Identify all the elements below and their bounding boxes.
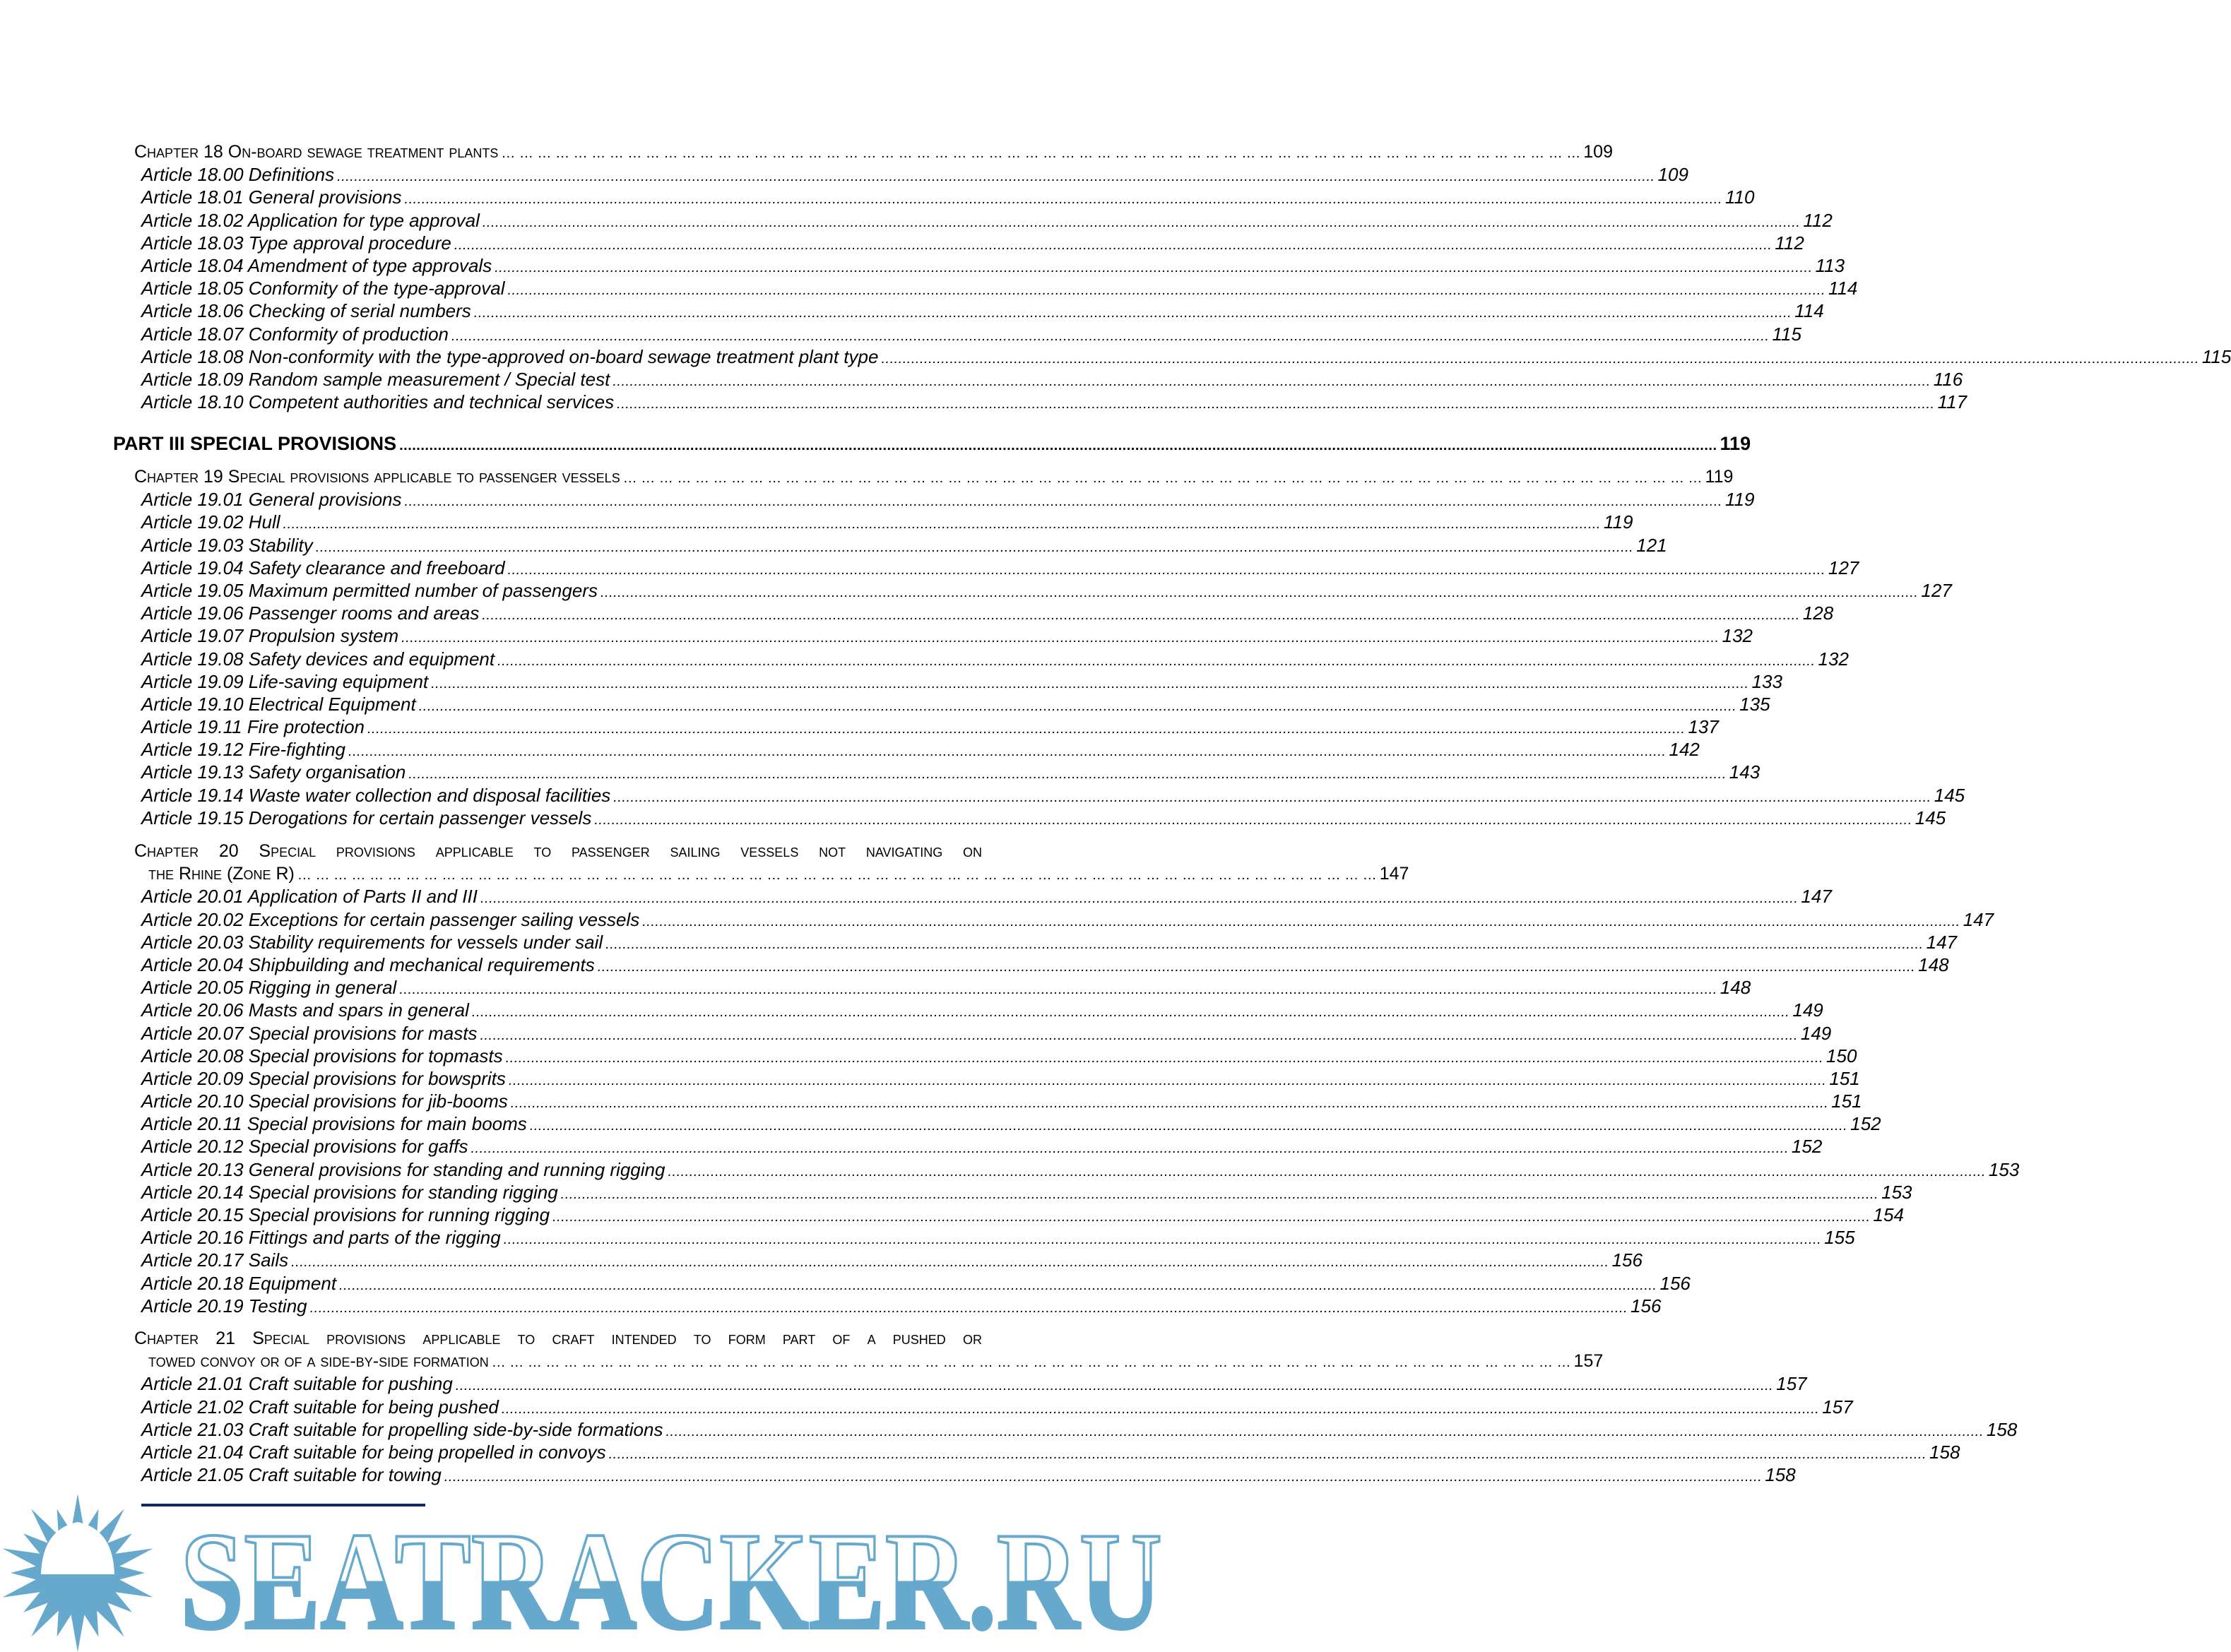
page-number: 132 — [1722, 625, 1753, 647]
page-number: 115 — [2201, 345, 2231, 367]
article-title: Article 18.08 Non-conformity with the type-approved on-board sewage treatment plant type — [141, 345, 879, 367]
page-number: 114 — [1828, 278, 1858, 299]
article-title: Article 19.09 Life-saving equipment — [141, 670, 429, 692]
article-title: Article 19.11 Fire protection — [141, 716, 365, 738]
chapter-title-line1[interactable]: Chapter 20 Special provisions applicable to passenger sailing vessels not navigating on — [134, 841, 982, 861]
page-number: 127 — [1921, 579, 1952, 601]
page-number: 132 — [1818, 648, 1849, 670]
toc-article[interactable] — [134, 1112, 1881, 1135]
dot-leader — [881, 345, 2199, 370]
dot-leader — [552, 1204, 1870, 1228]
page-number: 156 — [1659, 1272, 1691, 1294]
article-title: Article 20.08 Special provisions for topmasts — [141, 1045, 503, 1066]
toc-article[interactable] — [134, 1135, 1823, 1158]
dot-leader — [617, 391, 1934, 415]
article-title: Article 20.15 Special provisions for running rigging — [141, 1204, 550, 1225]
dot-leader — [337, 163, 1655, 188]
toc-article[interactable] — [134, 488, 1755, 511]
dot-leader — [598, 953, 1915, 978]
toc-article[interactable] — [134, 209, 1833, 232]
chapter-20-section — [134, 840, 2020, 1317]
toc-article[interactable] — [134, 670, 1782, 693]
toc-part-3[interactable] — [113, 432, 1751, 455]
page-number: 114 — [1794, 300, 1824, 322]
dot-leader — [497, 648, 1815, 672]
dot-leader — [451, 323, 1769, 347]
page-number: 151 — [1831, 1091, 1862, 1112]
dot-leader — [482, 602, 1799, 626]
page-number: 152 — [1791, 1136, 1823, 1158]
chapter-21-section — [134, 1327, 2018, 1486]
page-number: 157 — [1573, 1351, 1604, 1372]
toc-article[interactable] — [134, 1022, 1832, 1045]
dot-leader — [508, 557, 1825, 581]
toc-article[interactable] — [134, 1396, 1853, 1418]
article-title: Article 19.14 Waste water collection and disposal facilities — [141, 784, 611, 806]
toc-article[interactable] — [134, 999, 1823, 1021]
toc-article[interactable] — [134, 953, 1949, 976]
page-number: 137 — [1688, 716, 1719, 738]
article-title: Article 20.16 Fittings and parts of the rigging — [141, 1227, 501, 1249]
article-title: Article 20.13 General provisions for standing and running rigging — [141, 1158, 665, 1180]
dot-leader — [506, 1045, 1823, 1069]
page-number: 109 — [1657, 164, 1688, 186]
toc-article[interactable] — [134, 1067, 1860, 1090]
article-title: Article 18.00 Definitions — [141, 164, 335, 186]
toc-article[interactable] — [134, 511, 1633, 533]
toc-article[interactable] — [134, 1418, 2018, 1441]
chapter-title: Chapter 18 On-board sewage treatment plants — [134, 142, 499, 162]
dot-leader — [600, 579, 1918, 604]
toc-article[interactable] — [134, 807, 1946, 829]
dot-leader — [495, 254, 1812, 279]
page-number: 151 — [1829, 1067, 1860, 1089]
chapter-title-line2: towed convoy or of a side-by-side formation — [148, 1351, 489, 1372]
article-title: Article 18.01 General provisions — [141, 186, 402, 208]
article-title: Article 21.02 Craft suitable for being pushed — [141, 1396, 499, 1418]
toc-article[interactable] — [134, 534, 1667, 557]
dot-leader — [399, 976, 1717, 1001]
page-number: 156 — [1611, 1249, 1643, 1271]
toc-article[interactable] — [134, 368, 1963, 391]
dot-leader — [405, 488, 1722, 513]
dot-leader — [297, 862, 1377, 886]
article-title: Article 19.01 General provisions — [141, 489, 402, 511]
article-title: Article 18.07 Conformity of production — [141, 323, 449, 345]
page-number: 119 — [1604, 511, 1633, 533]
toc-article[interactable] — [134, 784, 1965, 807]
page-number: 157 — [1776, 1373, 1807, 1395]
toc-article[interactable] — [134, 1463, 1796, 1486]
page-number: 149 — [1792, 999, 1823, 1021]
page-number: 121 — [1636, 534, 1667, 556]
dot-leader — [502, 1396, 1819, 1420]
page-number: 147 — [1926, 931, 1958, 953]
part-3-section — [113, 432, 1751, 455]
part-title: PART III SPECIAL PROVISIONS — [113, 433, 397, 454]
toc-article[interactable] — [134, 323, 1801, 345]
toc-article[interactable] — [134, 557, 1859, 579]
dot-leader — [492, 1350, 1571, 1374]
dot-leader — [405, 186, 1722, 210]
dot-leader — [668, 1158, 1985, 1183]
page-number: 145 — [1934, 784, 1965, 806]
chapter-19-articles — [134, 488, 1965, 829]
toc-article[interactable] — [134, 648, 1849, 670]
dot-leader — [310, 1295, 1628, 1319]
article-title: Article 18.05 Conformity of the type-approval — [141, 278, 505, 299]
page-number: 154 — [1873, 1204, 1904, 1225]
page-number: 119 — [1724, 489, 1755, 511]
page-number: 142 — [1669, 739, 1700, 761]
article-title: Article 19.07 Propulsion system — [141, 625, 399, 647]
toc-article[interactable] — [134, 761, 1760, 783]
chapter-title-line1[interactable]: Chapter 21 Special provisions applicable to craft intended to form part of a pushed or — [134, 1329, 982, 1348]
article-title: Article 20.10 Special provisions for jib-booms — [141, 1091, 508, 1112]
toc-article[interactable] — [134, 1295, 1662, 1317]
toc-article[interactable] — [134, 738, 1700, 761]
dot-leader — [283, 511, 1601, 535]
dot-leader — [605, 931, 1923, 956]
toc-article[interactable] — [134, 1272, 1691, 1295]
article-title: Article 19.15 Derogations for certain passenger vessels — [141, 807, 592, 828]
dot-leader — [623, 465, 1703, 489]
article-title: Article 20.12 Special provisions for gaffs — [141, 1136, 468, 1158]
toc-article[interactable] — [134, 931, 1958, 953]
article-title: Article 20.06 Masts and spars in general — [141, 999, 469, 1021]
dot-leader — [401, 624, 1719, 649]
toc-article[interactable] — [134, 976, 1751, 999]
dot-leader — [561, 1181, 1878, 1206]
toc-article[interactable] — [134, 908, 1994, 931]
page-number: 115 — [1772, 323, 1801, 345]
page-number: 117 — [1937, 391, 1967, 413]
dot-leader — [474, 299, 1792, 324]
page-number: 149 — [1800, 1022, 1832, 1044]
chapter-title: Chapter 19 Special provisions applicable to passenger vessels — [134, 467, 620, 487]
toc-article[interactable] — [134, 1204, 1904, 1226]
article-title: Article 21.03 Craft suitable for propelling side-by-side formations — [141, 1418, 663, 1440]
dot-leader — [472, 999, 1789, 1023]
dot-leader — [408, 761, 1726, 785]
dot-leader — [419, 693, 1736, 718]
page-number: 119 — [1720, 433, 1751, 454]
dot-leader — [348, 738, 1666, 763]
page-number: 158 — [1929, 1441, 1960, 1463]
toc-article[interactable] — [134, 1372, 1807, 1395]
dot-leader — [507, 277, 1825, 302]
page-number: 148 — [1720, 977, 1751, 999]
page-number: 109 — [1583, 142, 1613, 162]
toc-article[interactable] — [134, 624, 1753, 647]
dot-leader — [511, 1090, 1828, 1115]
page-number: 119 — [1705, 467, 1734, 487]
chapter-21-articles — [134, 1372, 2018, 1486]
article-title: Article 19.08 Safety devices and equipment — [141, 648, 495, 670]
toc-article[interactable] — [134, 1181, 1912, 1204]
page-number: 152 — [1850, 1113, 1881, 1135]
toc-article[interactable] — [134, 299, 1824, 322]
article-title: Article 20.05 Rigging in general — [141, 977, 397, 999]
dot-leader — [399, 432, 1717, 457]
article-title: Article 19.12 Fire-fighting — [141, 739, 346, 761]
article-title: Article 20.19 Testing — [141, 1295, 307, 1317]
article-title: Article 18.09 Random sample measurement / Special test — [141, 368, 610, 390]
toc-article[interactable] — [134, 885, 1832, 908]
chapter-title-line2: the Rhine (Zone R) — [148, 864, 295, 884]
page-number: 116 — [1933, 368, 1963, 390]
article-title: Article 18.03 Type approval procedure — [141, 232, 451, 254]
dot-leader — [504, 1226, 1821, 1251]
toc-chapter-20[interactable] — [134, 862, 1409, 885]
dot-leader — [291, 1249, 1609, 1273]
dot-leader — [642, 908, 1960, 933]
dot-leader — [509, 1067, 1826, 1092]
article-title: Article 19.03 Stability — [141, 534, 313, 556]
dot-leader — [594, 807, 1912, 831]
page-number: 135 — [1739, 693, 1770, 715]
chapter-19-section — [134, 465, 1965, 829]
toc-article[interactable] — [134, 1045, 1857, 1067]
article-title: Article 18.10 Competent authorities and technical services — [141, 391, 615, 413]
page-number: 113 — [1815, 254, 1845, 276]
page-number: 147 — [1963, 908, 1994, 930]
article-title: Article 20.02 Exceptions for certain passenger sailing vessels — [141, 908, 640, 930]
dot-leader — [367, 715, 1685, 740]
dot-leader — [444, 1463, 1762, 1488]
page-number: 156 — [1631, 1295, 1662, 1317]
article-title: Article 20.11 Special provisions for main booms — [141, 1113, 527, 1135]
page-number: 128 — [1802, 602, 1834, 624]
chapter-18-section — [134, 141, 2231, 413]
dot-leader — [665, 1418, 1983, 1443]
article-title: Article 19.05 Maximum permitted number of passengers — [141, 579, 598, 601]
toc-article[interactable] — [134, 186, 1755, 208]
page-number: 147 — [1801, 886, 1832, 908]
page-number: 145 — [1915, 807, 1946, 828]
article-title: Article 20.14 Special provisions for standing rigging — [141, 1181, 558, 1203]
page-number: 112 — [1775, 232, 1804, 254]
page-number: 158 — [1986, 1418, 2018, 1440]
watermark-text: SEATRACKER.RU — [180, 1504, 1162, 1652]
toc-article[interactable] — [134, 1249, 1643, 1271]
toc-article[interactable] — [134, 254, 1845, 277]
article-title: Article 21.01 Craft suitable for pushing — [141, 1373, 453, 1395]
seatracker-watermark-logo — [0, 1487, 1168, 1652]
toc-chapter-19[interactable] — [134, 465, 1734, 488]
dot-leader — [316, 534, 1633, 559]
toc-chapter-18[interactable] — [134, 141, 1613, 163]
page-number: 127 — [1828, 557, 1859, 578]
toc-article[interactable] — [134, 602, 1834, 624]
article-title: Article 19.06 Passenger rooms and areas — [141, 602, 480, 624]
toc-article[interactable] — [134, 1158, 2020, 1181]
toc-article[interactable] — [134, 715, 1719, 738]
toc-article[interactable] — [134, 1090, 1862, 1112]
page-number: 153 — [1881, 1181, 1912, 1203]
page-number: 150 — [1826, 1045, 1857, 1066]
dot-leader — [613, 368, 1930, 393]
toc-article[interactable] — [134, 163, 1688, 186]
sun-icon — [3, 1494, 153, 1652]
article-title: Article 21.04 Craft suitable for being propelled in convoys — [141, 1441, 606, 1463]
article-title: Article 18.06 Checking of serial numbers — [141, 300, 471, 322]
page-number: 148 — [1918, 953, 1949, 975]
article-title: Article 19.02 Hull — [141, 511, 280, 533]
page-number: 143 — [1729, 761, 1760, 783]
page-number: 155 — [1824, 1227, 1855, 1249]
dot-leader — [483, 209, 1800, 234]
dot-leader — [339, 1272, 1657, 1297]
article-title: Article 20.07 Special provisions for masts — [141, 1022, 478, 1044]
toc-article[interactable] — [134, 277, 1858, 299]
page-number: 157 — [1822, 1396, 1853, 1418]
article-title: Article 20.09 Special provisions for bowsprits — [141, 1067, 506, 1089]
dot-leader — [431, 670, 1748, 695]
article-title: Article 20.18 Equipment — [141, 1272, 337, 1294]
dot-leader — [609, 1441, 1927, 1466]
dot-leader — [480, 1022, 1797, 1047]
toc-article[interactable] — [134, 345, 2231, 368]
article-title: Article 20.01 Application of Parts II and III — [141, 886, 478, 908]
toc-article[interactable] — [134, 1226, 1855, 1249]
article-title: Article 20.17 Sails — [141, 1249, 289, 1271]
article-title: Article 20.03 Stability requirements for vessels under sail — [141, 931, 603, 953]
article-title: Article 19.04 Safety clearance and freeboard — [141, 557, 505, 578]
dot-leader — [456, 1372, 1773, 1397]
dot-leader — [613, 784, 1931, 809]
article-title: Article 19.13 Safety organisation — [141, 761, 406, 783]
article-title: Article 18.04 Amendment of type approvals — [141, 254, 492, 276]
toc-chapter-21[interactable] — [134, 1350, 1604, 1372]
toc-article[interactable] — [134, 693, 1770, 715]
article-title: Article 18.02 Application for type approval — [141, 209, 480, 231]
page-number: 110 — [1724, 186, 1755, 208]
toc-article[interactable] — [134, 391, 1967, 413]
chapter-20-articles — [134, 885, 2020, 1317]
page-number: 147 — [1379, 864, 1409, 884]
page-number: 153 — [1988, 1158, 2020, 1180]
dot-leader — [480, 885, 1798, 910]
article-title: Article 21.05 Craft suitable for towing — [141, 1464, 442, 1486]
dot-leader — [471, 1135, 1788, 1160]
article-title: Article 19.10 Electrical Equipment — [141, 693, 416, 715]
dot-leader — [530, 1112, 1847, 1137]
article-title: Article 20.04 Shipbuilding and mechanical requirements — [141, 953, 595, 975]
page-number: 112 — [1803, 209, 1833, 231]
dot-leader — [501, 141, 1580, 165]
chapter-18-articles — [134, 163, 2231, 413]
toc-article[interactable] — [134, 579, 1952, 602]
toc-article[interactable] — [134, 232, 1804, 254]
toc-article[interactable] — [134, 1441, 1960, 1463]
dot-leader — [454, 232, 1772, 256]
page-number: 133 — [1751, 670, 1782, 692]
page-number: 158 — [1765, 1464, 1796, 1486]
